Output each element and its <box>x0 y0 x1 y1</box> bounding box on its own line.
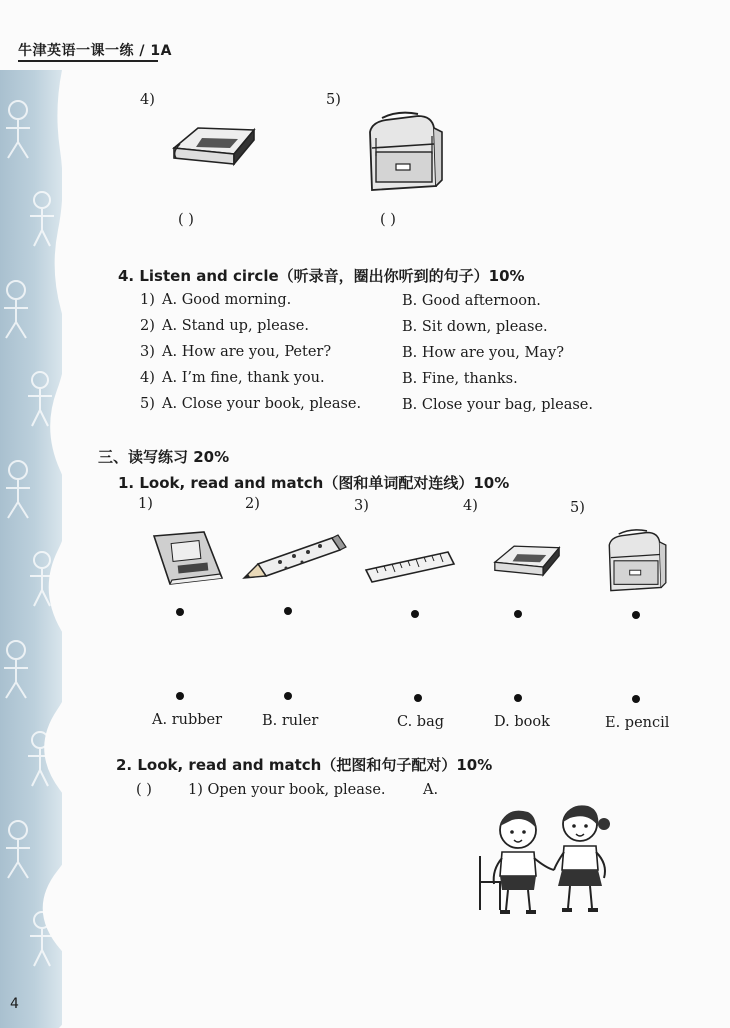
option-a[interactable]: A. How are you, Peter? <box>162 344 332 360</box>
item-number: 4) <box>140 92 155 108</box>
book-icon <box>150 528 226 590</box>
answer-blank[interactable]: ( ) <box>136 782 152 798</box>
section-heading: 4. Listen and circle（听录音，圈出你听到的句子）10% <box>118 267 525 285</box>
match-dot[interactable] <box>514 610 522 618</box>
sentence: 1) Open your book, please. <box>188 782 386 798</box>
ruler-icon <box>362 546 458 590</box>
part-heading: 三、读写练习 20% <box>98 448 230 466</box>
row-number: 4) <box>140 370 155 386</box>
item-number: 4) <box>463 498 478 514</box>
option-b[interactable]: B. Fine, thanks. <box>402 371 518 387</box>
bag-icon <box>362 108 446 198</box>
word-option: A. rubber <box>152 712 223 728</box>
option-a[interactable]: A. Close your book, please. <box>162 396 362 412</box>
item-number: 5) <box>570 500 585 516</box>
pencil-icon <box>240 534 350 586</box>
word-option: D. book <box>494 714 550 730</box>
page-number: 4 <box>10 996 19 1012</box>
option-b[interactable]: B. How are you, May? <box>402 345 564 361</box>
header-rule <box>18 60 158 62</box>
bag-icon <box>603 526 669 598</box>
word-option: B. ruler <box>262 713 319 729</box>
word-option: C. bag <box>397 714 445 730</box>
rubber-icon <box>490 538 564 584</box>
option-a[interactable]: A. Good morning. <box>162 292 292 308</box>
answer-blank[interactable]: ( ) <box>380 212 396 228</box>
match-dot[interactable] <box>284 607 292 615</box>
match-dot[interactable] <box>176 692 184 700</box>
item-number: 5) <box>326 92 341 108</box>
row-number: 2) <box>140 318 155 334</box>
item-number: 1) <box>138 496 153 512</box>
option-label: A. <box>423 782 439 798</box>
match-dot[interactable] <box>411 610 419 618</box>
answer-blank[interactable]: ( ) <box>178 212 194 228</box>
option-b[interactable]: B. Sit down, please. <box>402 319 548 335</box>
section-heading: 1. Look, read and match（图和单词配对连线）10% <box>118 474 510 492</box>
option-b[interactable]: B. Good afternoon. <box>402 293 541 309</box>
match-dot[interactable] <box>414 694 422 702</box>
row-number: 3) <box>140 344 155 360</box>
option-a[interactable]: A. I’m fine, thank you. <box>162 370 325 386</box>
word-option: E. pencil <box>605 715 670 731</box>
match-dot[interactable] <box>514 694 522 702</box>
book-title: 牛津英语一课一练 / 1A <box>18 43 172 59</box>
row-number: 5) <box>140 396 155 412</box>
decorative-side-strip <box>0 70 62 1028</box>
row-number: 1) <box>140 292 155 308</box>
match-dot[interactable] <box>632 611 640 619</box>
option-b[interactable]: B. Close your bag, please. <box>402 397 593 413</box>
rubber-icon <box>168 118 260 174</box>
section-heading: 2. Look, read and match（把图和句子配对）10% <box>116 756 493 774</box>
match-dot[interactable] <box>284 692 292 700</box>
option-a[interactable]: A. Stand up, please. <box>162 318 309 334</box>
item-number: 3) <box>354 498 369 514</box>
item-number: 2) <box>245 496 260 512</box>
match-dot[interactable] <box>176 608 184 616</box>
children-handshake-icon <box>470 798 632 928</box>
match-dot[interactable] <box>632 695 640 703</box>
